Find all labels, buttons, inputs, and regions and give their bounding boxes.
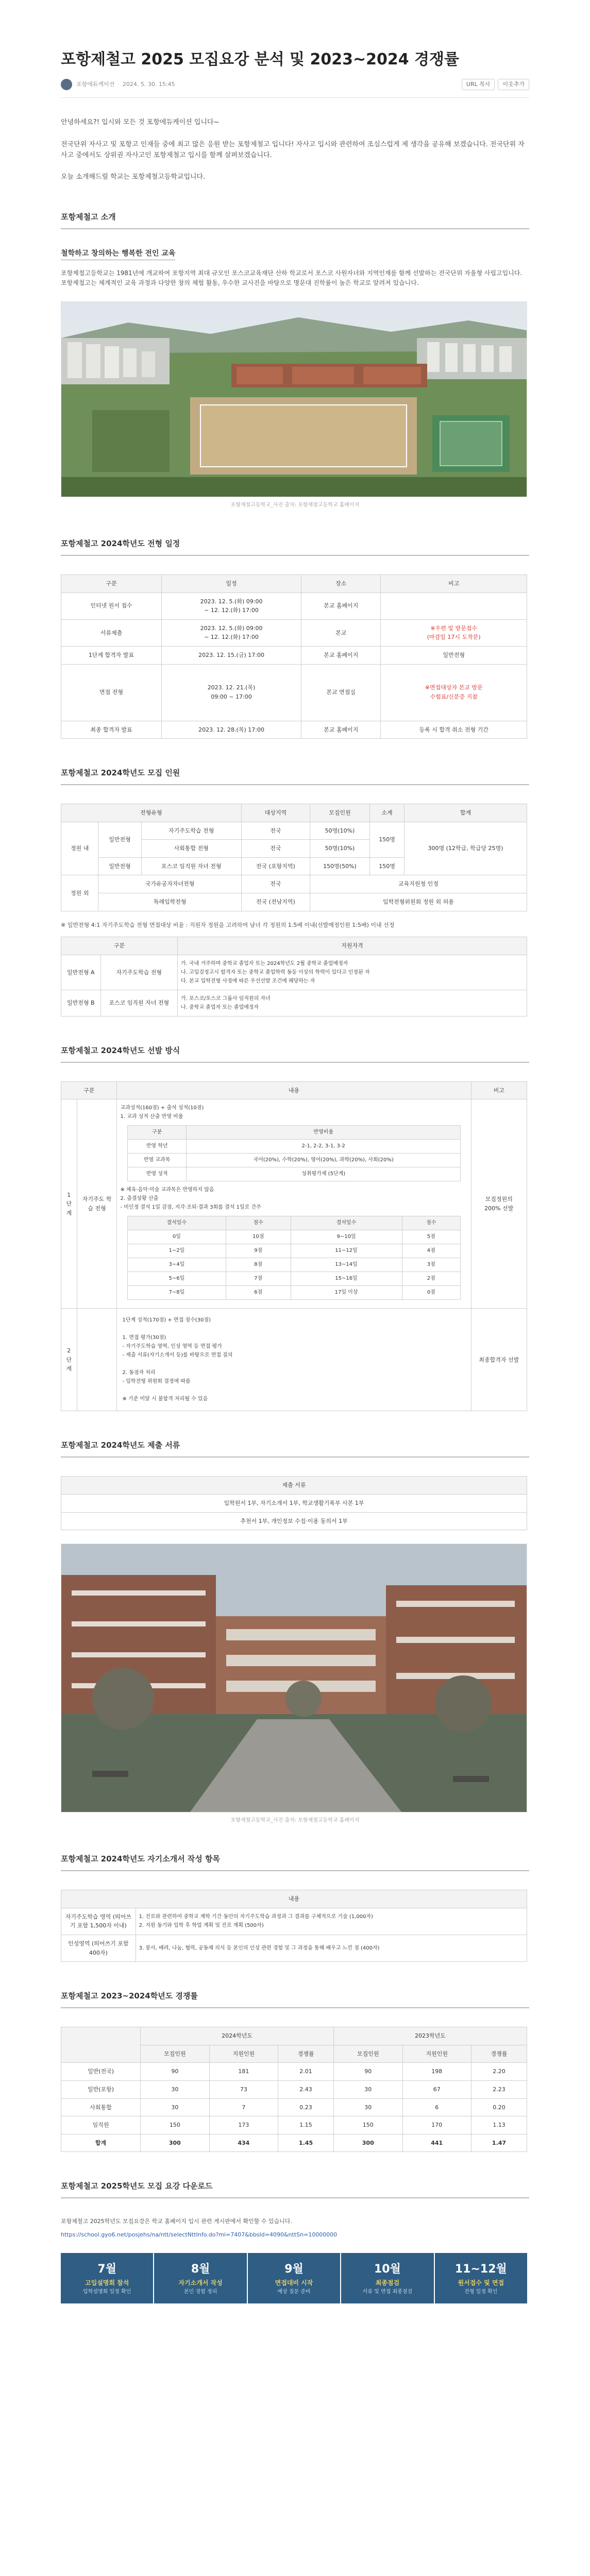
table-header: 점수 <box>402 1216 461 1230</box>
table-cell: 2.01 <box>278 2063 334 2081</box>
schedule-month: 7월 <box>97 2262 116 2276</box>
table-row <box>61 646 527 664</box>
table-cell: 사회통합 전형 <box>141 840 241 858</box>
table-row <box>61 2098 527 2116</box>
table-cell: 반영 학년 <box>127 1140 186 1154</box>
recruit-table <box>61 804 527 911</box>
table-row <box>61 2134 527 2152</box>
table-cell: 0점 <box>402 1286 461 1300</box>
table-row <box>127 1272 460 1286</box>
table-cell: 73 <box>209 2080 278 2098</box>
table-cell: 2023. 12. 15.(금) 17:00 <box>162 646 301 664</box>
table-cell: 일반전형 <box>98 822 141 857</box>
table-cell <box>77 1309 117 1411</box>
table-cell: 특례입학전형 <box>98 893 241 911</box>
table-header: 2024학년도 <box>141 2027 334 2045</box>
table-cell: 1.13 <box>471 2116 527 2134</box>
table-cell: 국가유공자자녀전형 <box>98 875 241 893</box>
table-cell: 2단계 <box>61 1309 77 1411</box>
table-header: 전형유형 <box>61 804 242 822</box>
recruit-note: ※ 일반전형 4:1 자기주도학습 전형 면접대상 비율 : 지원자 정원을 고려하여 남녀 각 정원의 1.5배 이내(선발예정인원 1:5배) 이내 선정 <box>61 921 395 928</box>
table-cell: 일반(포항) <box>61 2080 141 2098</box>
table-cell: ※면접대상자 본교 방문 수험표/신분증 지참 <box>381 664 527 721</box>
table-cell: 5~6일 <box>127 1272 226 1286</box>
table-cell: 전국 (전남지역) <box>241 893 310 911</box>
table-header: 내용 <box>117 1081 471 1099</box>
stage1-intro: 교과성적(160점) + 출석 성적(10점) 1. 교과 성적 산출 반영 비율 <box>120 1105 204 1120</box>
table-header: 구분 <box>61 574 162 592</box>
table-row <box>61 721 527 739</box>
intro-greeting: 안녕하세요?! 입시와 모든 것 포항에듀케이션 입니다~ <box>61 118 220 126</box>
schedule-table <box>61 574 527 739</box>
table-cell: 면접 전형 <box>61 664 162 721</box>
section-schedule <box>61 537 529 739</box>
table-cell: 150명(50%) <box>310 857 369 875</box>
section-title: 포항제철고 2024학년도 자기소개서 작성 항목 <box>61 1853 529 1871</box>
table-cell: 정원 외 <box>61 875 98 911</box>
table-cell: 181 <box>209 2063 278 2081</box>
table-cell: 일반(전국) <box>61 2063 141 2081</box>
author-actions <box>462 79 529 90</box>
section-selection <box>61 1044 529 1412</box>
download-link[interactable]: https://school.gyo6.net/posjehs/na/ntt/selectNttInfo.do?mi=7407&bbsId=4090&nttSn=10000000 <box>61 2231 338 2238</box>
table-cell: ※우편 및 방문접수 (마감일 17시 도착분) <box>381 619 527 646</box>
table-cell: 전국 <box>241 840 310 858</box>
table-cell: 2023. 12. 21.(목) 09:00 ~ 17:00 <box>162 664 301 721</box>
weight-table <box>127 1125 461 1181</box>
table-cell: 가. 국내 거주하며 중학교 졸업자 또는 2024학년도 2월 중학교 졸업예정자 나. 고입검정고시 합격자 또는 중학교 졸업학력 동등 이상의 학력이 있다고 인정된 자 다. 본교 입학전형 사정에 따른 우선선발 조건에 해당하는 자 <box>177 955 527 990</box>
section-docs <box>61 1439 529 1825</box>
schedule-desc: 서류 및 면접 최종점검 <box>362 2289 413 2295</box>
table-header: 소계 <box>370 804 404 822</box>
table-row <box>61 592 527 619</box>
table-cell: 포스코 임직원 자녀 전형 <box>100 990 177 1016</box>
table-cell: 30 <box>334 2098 402 2116</box>
intro-school: 오늘 소개해드릴 학교는 포항제철고등학교입니다. <box>61 173 206 181</box>
table-cell: 최종합격자 선발 <box>471 1309 527 1411</box>
table-cell: 인터넷 원서 접수 <box>61 592 162 619</box>
schedule-desc: 본인 경험 정리 <box>183 2289 217 2295</box>
table-cell: 전국 <box>241 822 310 840</box>
table-cell: 6점 <box>226 1286 291 1300</box>
section-title: 포항제철고 2024학년도 모집 인원 <box>61 767 529 785</box>
table-cell: 2.20 <box>471 2063 527 2081</box>
table-cell: 3점 <box>402 1258 461 1272</box>
table-cell: 반영 성적 <box>127 1167 186 1181</box>
table-cell: 2.43 <box>278 2080 334 2098</box>
table-cell: 6 <box>402 2098 471 2116</box>
table-cell: 7~8일 <box>127 1286 226 1300</box>
table-cell: 13~14일 <box>291 1258 402 1272</box>
table-cell: 1단계 합격자 발표 <box>61 646 162 664</box>
add-neighbor-button[interactable]: 이웃추가 <box>498 79 529 90</box>
table-cell: 본교 홈페이지 <box>301 592 381 619</box>
table-cell: 30 <box>141 2080 209 2098</box>
table-row <box>127 1258 460 1272</box>
table-cell: 1. 진로와 관련하여 중학교 재학 기간 동안의 자기주도학습 과정과 그 결과를 구체적으로 기술 (1,000자) 2. 지원 동기와 입학 후 학업 계획 및 진로 계획 (500자) <box>136 1908 527 1935</box>
section-essay <box>61 1853 529 1962</box>
table-cell: 2023. 12. 5.(화) 09:00 ~ 12. 12.(화) 17:00 <box>162 619 301 646</box>
table-cell: 90 <box>334 2063 402 2081</box>
table-header: 구분 <box>61 937 178 955</box>
table-header: 결석일수 <box>291 1216 402 1230</box>
table-cell: 2023. 12. 28.(목) 17:00 <box>162 721 301 739</box>
table-cell: 198 <box>402 2063 471 2081</box>
table-cell: 173 <box>209 2116 278 2134</box>
table-cell: 5점 <box>402 1230 461 1244</box>
author-row <box>61 79 529 90</box>
download-link-wrap <box>61 2230 529 2240</box>
schedule-title: 원서접수 및 면접 <box>458 2279 504 2286</box>
table-row <box>61 2116 527 2134</box>
section-title: 포항제철고 2025학년도 모집 요강 다운로드 <box>61 2180 529 2198</box>
section-intro <box>61 211 529 510</box>
table-cell: 등록 시 합격 취소 전형 기간 <box>381 721 527 739</box>
table-cell: 성취평가제 (5단계) <box>187 1167 461 1181</box>
table-cell: 전국 (포항지역) <box>241 857 310 875</box>
essay-table <box>61 1890 527 1962</box>
table-header: 모집인원 <box>310 804 369 822</box>
table-cell: 7점 <box>226 1272 291 1286</box>
table-header: 경쟁률 <box>471 2045 527 2063</box>
schedule-month: 11~12월 <box>454 2262 507 2276</box>
photo-caption: 포항제철고등학교_사진 출처: 포항제철고등학교 홈페이지 <box>230 502 360 508</box>
table-cell: 자기주도 학습 전형 <box>77 1099 117 1309</box>
schedule-box <box>341 2253 434 2303</box>
table-cell: 서류제출 <box>61 619 162 646</box>
table-cell: 30 <box>334 2080 402 2098</box>
section-rates <box>61 1990 529 2152</box>
table-row <box>61 955 527 990</box>
table-header: 제출 서류 <box>61 1477 527 1495</box>
schedule-month: 10월 <box>374 2262 401 2276</box>
schedule-title: 최종점검 <box>375 2279 400 2286</box>
section-title: 포항제철고 2024학년도 제출 서류 <box>61 1439 529 1458</box>
divider <box>61 97 529 98</box>
table-row <box>61 1495 527 1513</box>
selection-table <box>61 1081 527 1412</box>
schedule-box <box>435 2253 527 2303</box>
table-cell: 0일 <box>127 1230 226 1244</box>
table-header: 합계 <box>404 804 527 822</box>
photo-caption: 포항제철고등학교_사진 출처: 포항제철고등학교 홈페이지 <box>230 1818 360 1824</box>
docs-table <box>61 1476 527 1530</box>
table-cell: 국어(20%), 수학(20%), 영어(20%), 과학(20%), 사회(20%) <box>187 1154 461 1167</box>
table-header: 지원인원 <box>209 2045 278 2063</box>
section-title: 포항제철고 2024학년도 선발 방식 <box>61 1044 529 1063</box>
table-row <box>61 875 527 893</box>
table-row <box>61 619 527 646</box>
table-row <box>61 1512 527 1530</box>
table-cell: 8점 <box>226 1258 291 1272</box>
schedule-box <box>248 2253 341 2303</box>
table-row <box>61 1908 527 1935</box>
table-cell <box>381 592 527 619</box>
table-header: 내용 <box>61 1890 527 1908</box>
table-row <box>61 822 527 840</box>
table-header: 구분 <box>61 1081 117 1099</box>
schedule-desc: 예상 질문 준비 <box>277 2289 311 2295</box>
table-row <box>61 990 527 1016</box>
table-header: 모집인원 <box>334 2045 402 2063</box>
table-cell: 300명 (12학급, 학급당 25명) <box>404 822 527 875</box>
stage1-attendance: ※ 체육·음악·미술 교과목은 반영하지 않음 2. 출결상황 산출 - 미인정 결석 1일 감점, 지각·조퇴·결과 3회를 결석 1일로 간주 <box>120 1187 261 1211</box>
schedule-boxes <box>61 2253 527 2303</box>
table-cell: 67 <box>402 2080 471 2098</box>
table-cell: 2점 <box>402 1272 461 1286</box>
table-cell: 15~16일 <box>291 1272 402 1286</box>
table-row <box>127 1230 460 1244</box>
table-cell: 자기주도학습 전형 <box>100 955 177 990</box>
table-row <box>61 1935 527 1962</box>
table-cell: 17일 이상 <box>291 1286 402 1300</box>
table-cell: 자기주도학습 영역 (띄어쓰기 포함 1,500자 이내) <box>61 1908 136 1935</box>
table-cell: 사회통합 <box>61 2098 141 2116</box>
table-header: 장소 <box>301 574 381 592</box>
separator: · <box>117 81 120 88</box>
table-cell: 0.23 <box>278 2098 334 2116</box>
table-cell: 1~2일 <box>127 1244 226 1258</box>
table-cell: 최종 합격자 발표 <box>61 721 162 739</box>
rate-table <box>61 2027 527 2152</box>
table-header: 일정 <box>162 574 301 592</box>
schedule-desc: 전형 일정 확인 <box>464 2289 498 2295</box>
download-text: 포항제철고 2025학년도 모집요강은 학교 홈페이지 입시 관련 게시판에서 확인할 수 있습니다. <box>61 2218 292 2225</box>
table-row <box>127 1140 460 1154</box>
schedule-title: 면접대비 시작 <box>275 2279 313 2286</box>
table-cell: 자기주도학습 전형 <box>141 822 241 840</box>
post-title: 포항제철고 2025 모집요강 분석 및 2023~2024 경쟁률 <box>61 50 459 69</box>
schedule-month: 9월 <box>284 2262 304 2276</box>
table-cell: 50명(10%) <box>310 840 369 858</box>
url-copy-button[interactable]: URL 복사 <box>462 79 495 90</box>
rate-table-body <box>61 2063 527 2152</box>
table-row <box>61 2063 527 2081</box>
table-cell: 일반전형 A <box>61 955 101 990</box>
table-cell: 입학전형위원회 정원 외 허용 <box>310 893 527 911</box>
table-cell: 1.45 <box>278 2134 334 2152</box>
table-cell: 1단계 성적(170점) + 면접 점수(30점) 1. 면접 평가(30점) - 자기주도학습 영역, 인성 영역 등 면접 평가 - 제출 서류(자기소개서 등)를 바탕으로 면접 질의 2. 동점자 처리 - 입학전형 위원회 결정에 따름 ※ 기준 미달 시 불합격 처리될 수 있음 <box>117 1309 471 1411</box>
table-cell: 3. 봉사, 배려, 나눔, 협력, 공동체 의식 등 본인의 인성 관련 경험 및 그 과정을 통해 배우고 느낀 점 (400자) <box>136 1935 527 1962</box>
table-header: 2023학년도 <box>334 2027 527 2045</box>
table-row <box>127 1154 460 1167</box>
table-cell: 정원 내 <box>61 822 98 875</box>
table-cell: 반영 교과목 <box>127 1154 186 1167</box>
table-cell: 7 <box>209 2098 278 2116</box>
table-cell: 150명 <box>370 857 404 875</box>
table-row <box>61 893 527 911</box>
section-subtitle: 철학하고 창의하는 행복한 전인 교육 <box>61 248 175 260</box>
table-cell: 2-1, 2-2, 3-1, 3-2 <box>187 1140 461 1154</box>
avatar[interactable] <box>61 79 72 90</box>
table-cell: 9점 <box>226 1244 291 1258</box>
table-header: 경쟁률 <box>278 2045 334 2063</box>
table-cell: 150 <box>141 2116 209 2134</box>
table-cell: 50명(10%) <box>310 822 369 840</box>
table-cell: 입학원서 1부, 자기소개서 1부, 학교생활기록부 사본 1부 <box>61 1495 527 1513</box>
post-date: 2024. 5. 30. 15:45 <box>122 81 175 88</box>
table-header: 비고 <box>471 1081 527 1099</box>
table-row <box>61 1309 527 1411</box>
section-text: 포항제철고등학교는 1981년에 개교하여 포항지역 최대 규모인 포스코교육재단 산하 학교로서 포스코 사원자녀와 지역인재를 함께 선발하는 전국단위 자율형 사립고입니다. 포항제철고는 체계적인 교육 과정과 다양한 창의 체험 활동, 우수한 교사진을 바탕으로 명문대 진학률이 높은 학교로 알려져 있습니다. <box>61 269 522 286</box>
table-cell: 인성영역 (띄어쓰기 포함 400자) <box>61 1935 136 1962</box>
schedule-title: 자기소개서 작성 <box>178 2279 223 2286</box>
table-cell: 170 <box>402 2116 471 2134</box>
table-header: 반영비율 <box>187 1126 461 1140</box>
table-cell: 4점 <box>402 1244 461 1258</box>
section-title: 포항제철고 2024학년도 전형 일정 <box>61 537 529 556</box>
table-cell: 본교 <box>301 619 381 646</box>
table-header: 지원인원 <box>402 2045 471 2063</box>
table-row <box>61 1099 527 1309</box>
table-header: 비고 <box>381 574 527 592</box>
table-cell: 합계 <box>61 2134 141 2152</box>
section-title: 포항제철고 2023~2024학년도 경쟁률 <box>61 1990 529 2008</box>
table-cell: 본교 면접실 <box>301 664 381 721</box>
table-row <box>61 664 527 721</box>
table-header: 지원자격 <box>177 937 527 955</box>
table-cell: 2.23 <box>471 2080 527 2098</box>
table-header: 결석일수 <box>127 1216 226 1230</box>
table-cell: 300 <box>334 2134 402 2152</box>
schedule-month: 8월 <box>191 2262 210 2276</box>
table-cell: 11~12일 <box>291 1244 402 1258</box>
table-cell: 일반전형 <box>98 857 141 875</box>
table-cell: 임직원 <box>61 2116 141 2134</box>
table-cell: 일반전형 B <box>61 990 101 1016</box>
table-header: 모집인원 <box>141 2045 209 2063</box>
table-cell: 1.47 <box>471 2134 527 2152</box>
table-row <box>61 2080 527 2098</box>
table-header: 대상지역 <box>241 804 310 822</box>
table-header: 점수 <box>226 1216 291 1230</box>
author-name[interactable]: 포항에듀케이션 <box>76 81 115 88</box>
section-download <box>61 2180 529 2303</box>
table-cell: 모집정원의 200% 선발 <box>471 1099 527 1309</box>
schedule-box <box>61 2253 154 2303</box>
section-recruit <box>61 767 529 1016</box>
table-cell: 교육지원청 인정 <box>310 875 527 893</box>
intro <box>61 117 529 183</box>
schedule-box <box>154 2253 247 2303</box>
table-row <box>127 1244 460 1258</box>
table-cell: 전국 <box>241 875 310 893</box>
school-courtyard-photo[interactable] <box>61 1544 527 1812</box>
table-header <box>61 2027 141 2063</box>
table-cell: 150명 <box>370 822 404 857</box>
table-cell: 9~10일 <box>291 1230 402 1244</box>
table-row <box>127 1167 460 1181</box>
table-cell: 3~4일 <box>127 1258 226 1272</box>
table-cell: 일반전형 <box>381 646 527 664</box>
table-cell: 1.15 <box>278 2116 334 2134</box>
table-cell: 2023. 12. 5.(화) 09:00 ~ 12. 12.(화) 17:00 <box>162 592 301 619</box>
intro-body: 전국단위 자사고 및 포항고 인재들 중에 최고 많은 응원 받는 포항제철고 입니다! 자사고 입시와 관련하여 조심스럽게 제 생각을 공유해 보겠습니다. 전국단위 자사고 중에서도 상위권 자사고인 포항제철고 입시를 함께 살펴보겠습니다. <box>61 140 525 159</box>
table-cell: 1단계 <box>61 1099 77 1309</box>
eligibility-table <box>61 937 527 1016</box>
schedule-desc: 입학설명회 일정 확인 <box>83 2289 131 2295</box>
table-cell: 10점 <box>226 1230 291 1244</box>
post-header <box>61 0 529 98</box>
table-cell: 포스코 임직원 자녀 전형 <box>141 857 241 875</box>
table-cell: 434 <box>209 2134 278 2152</box>
table-cell: 150 <box>334 2116 402 2134</box>
table-cell: 본교 홈페이지 <box>301 646 381 664</box>
table-cell: 가. 포스코/포스코 그룹사 임직원의 자녀 나. 중학교 졸업자 또는 졸업예정자 <box>177 990 527 1016</box>
attendance-table <box>127 1216 461 1300</box>
table-cell: 441 <box>402 2134 471 2152</box>
table-cell: 추천서 1부, 개인정보 수집·이용 동의서 1부 <box>61 1512 527 1530</box>
table-cell: 30 <box>141 2098 209 2116</box>
table-cell: 0.20 <box>471 2098 527 2116</box>
table-cell <box>117 1099 471 1309</box>
schedule-title: 고입설명회 참석 <box>85 2279 129 2286</box>
table-cell: 90 <box>141 2063 209 2081</box>
table-header: 구분 <box>127 1126 186 1140</box>
table-row <box>127 1286 460 1300</box>
table-cell: 300 <box>141 2134 209 2152</box>
school-aerial-photo[interactable] <box>61 301 527 497</box>
section-title: 포항제철고 소개 <box>61 211 529 229</box>
table-cell: 본교 홈페이지 <box>301 721 381 739</box>
